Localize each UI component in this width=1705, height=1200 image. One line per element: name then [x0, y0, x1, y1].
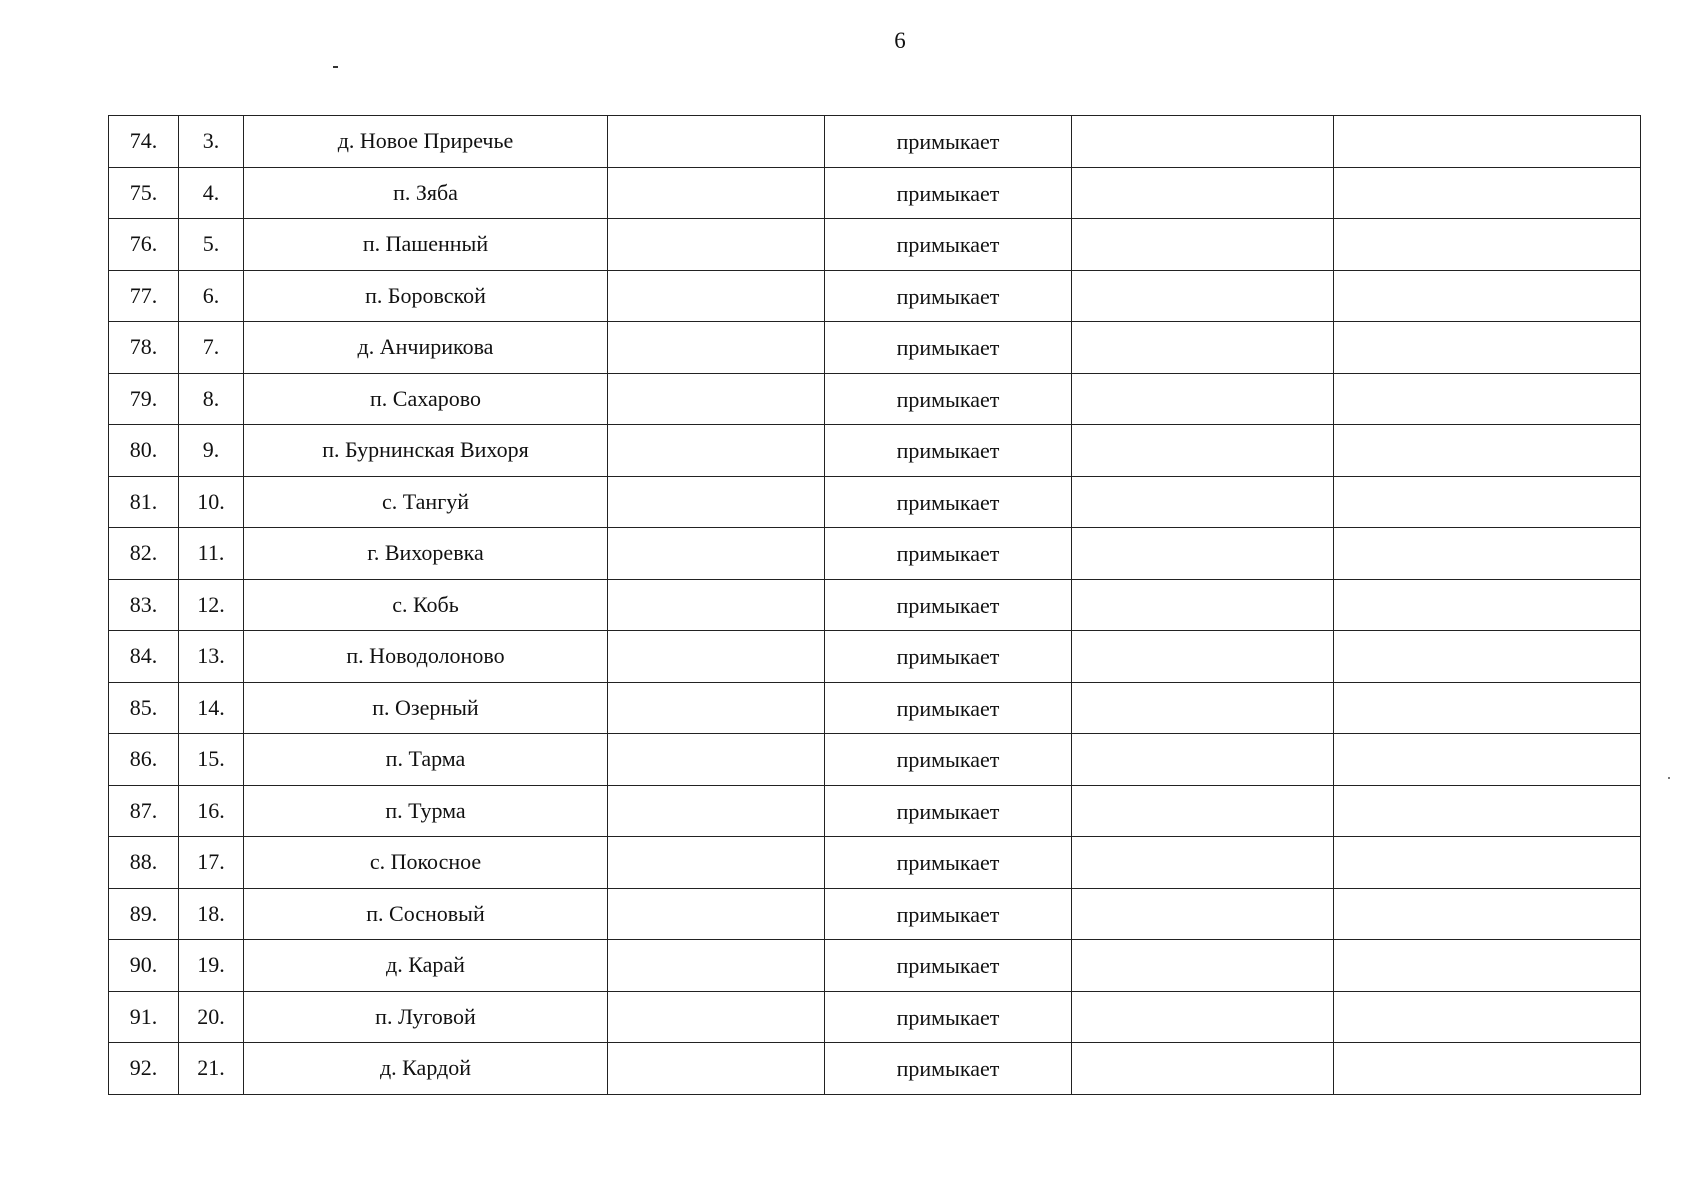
table-row	[109, 631, 1641, 683]
table-row	[109, 270, 1641, 322]
sub-number-cell: 20.	[179, 991, 244, 1043]
sub-number-cell: 15.	[179, 734, 244, 786]
row-number-cell: 75.	[109, 167, 179, 219]
empty-cell	[1072, 528, 1334, 580]
status-cell: примыкает	[825, 425, 1072, 477]
empty-cell	[1334, 116, 1641, 168]
settlement-name-cell: п. Озерный	[244, 682, 608, 734]
row-number-cell: 82.	[109, 528, 179, 580]
table-row	[109, 785, 1641, 837]
row-number-cell: 79.	[109, 373, 179, 425]
settlement-name-cell: с. Покосное	[244, 837, 608, 889]
empty-cell	[1334, 1043, 1641, 1095]
empty-cell	[1334, 322, 1641, 374]
sub-number-cell: 6.	[179, 270, 244, 322]
scan-dot	[1668, 777, 1670, 779]
empty-cell	[1334, 373, 1641, 425]
row-number-cell: 76.	[109, 219, 179, 271]
scan-mark	[333, 66, 338, 68]
empty-cell	[1072, 219, 1334, 271]
empty-cell	[1072, 888, 1334, 940]
status-cell: примыкает	[825, 991, 1072, 1043]
sub-number-cell: 19.	[179, 940, 244, 992]
table-row	[109, 116, 1641, 168]
table-row	[109, 219, 1641, 271]
row-number-cell: 90.	[109, 940, 179, 992]
table-row	[109, 528, 1641, 580]
empty-cell	[1334, 940, 1641, 992]
empty-cell	[1334, 270, 1641, 322]
empty-cell	[1072, 579, 1334, 631]
row-number-cell: 91.	[109, 991, 179, 1043]
empty-cell	[608, 785, 825, 837]
status-cell: примыкает	[825, 631, 1072, 683]
row-number-cell: 81.	[109, 476, 179, 528]
status-cell: примыкает	[825, 270, 1072, 322]
settlement-name-cell: с. Тангуй	[244, 476, 608, 528]
table-body	[109, 116, 1641, 1095]
status-cell: примыкает	[825, 373, 1072, 425]
sub-number-cell: 3.	[179, 116, 244, 168]
sub-number-cell: 16.	[179, 785, 244, 837]
empty-cell	[1072, 425, 1334, 477]
table-row	[109, 837, 1641, 889]
empty-cell	[1334, 991, 1641, 1043]
row-number-cell: 87.	[109, 785, 179, 837]
settlement-name-cell: д. Карай	[244, 940, 608, 992]
empty-cell	[608, 322, 825, 374]
table-row	[109, 167, 1641, 219]
sub-number-cell: 14.	[179, 682, 244, 734]
empty-cell	[608, 373, 825, 425]
empty-cell	[1072, 940, 1334, 992]
empty-cell	[1334, 631, 1641, 683]
empty-cell	[608, 476, 825, 528]
empty-cell	[608, 116, 825, 168]
empty-cell	[1334, 219, 1641, 271]
status-cell: примыкает	[825, 219, 1072, 271]
sub-number-cell: 10.	[179, 476, 244, 528]
empty-cell	[1334, 476, 1641, 528]
settlement-name-cell: д. Анчирикова	[244, 322, 608, 374]
sub-number-cell: 17.	[179, 837, 244, 889]
empty-cell	[1072, 1043, 1334, 1095]
settlement-name-cell: п. Сахарово	[244, 373, 608, 425]
empty-cell	[1072, 373, 1334, 425]
table-row	[109, 373, 1641, 425]
empty-cell	[608, 425, 825, 477]
empty-cell	[1072, 322, 1334, 374]
settlement-name-cell: с. Кобь	[244, 579, 608, 631]
row-number-cell: 84.	[109, 631, 179, 683]
empty-cell	[608, 682, 825, 734]
table-row	[109, 476, 1641, 528]
empty-cell	[608, 888, 825, 940]
empty-cell	[1334, 528, 1641, 580]
sub-number-cell: 7.	[179, 322, 244, 374]
row-number-cell: 89.	[109, 888, 179, 940]
empty-cell	[1072, 270, 1334, 322]
empty-cell	[1072, 785, 1334, 837]
status-cell: примыкает	[825, 785, 1072, 837]
sub-number-cell: 13.	[179, 631, 244, 683]
status-cell: примыкает	[825, 167, 1072, 219]
page-number: 6	[894, 28, 906, 53]
settlement-name-cell: п. Турма	[244, 785, 608, 837]
empty-cell	[1072, 837, 1334, 889]
row-number-cell: 80.	[109, 425, 179, 477]
empty-cell	[1334, 734, 1641, 786]
empty-cell	[608, 631, 825, 683]
settlement-name-cell: д. Новое Приречье	[244, 116, 608, 168]
settlement-name-cell: г. Вихоревка	[244, 528, 608, 580]
status-cell: примыкает	[825, 322, 1072, 374]
empty-cell	[1072, 631, 1334, 683]
empty-cell	[1334, 682, 1641, 734]
sub-number-cell: 11.	[179, 528, 244, 580]
table-row	[109, 734, 1641, 786]
settlement-name-cell: п. Сосновый	[244, 888, 608, 940]
status-cell: примыкает	[825, 837, 1072, 889]
row-number-cell: 78.	[109, 322, 179, 374]
table-row	[109, 991, 1641, 1043]
sub-number-cell: 12.	[179, 579, 244, 631]
empty-cell	[1072, 734, 1334, 786]
empty-cell	[608, 579, 825, 631]
table-row	[109, 425, 1641, 477]
empty-cell	[608, 270, 825, 322]
settlement-name-cell: п. Новодолоново	[244, 631, 608, 683]
settlement-name-cell: п. Зяба	[244, 167, 608, 219]
sub-number-cell: 9.	[179, 425, 244, 477]
status-cell: примыкает	[825, 116, 1072, 168]
table-row	[109, 940, 1641, 992]
status-cell: примыкает	[825, 888, 1072, 940]
table-row	[109, 888, 1641, 940]
status-cell: примыкает	[825, 528, 1072, 580]
empty-cell	[608, 734, 825, 786]
status-cell: примыкает	[825, 579, 1072, 631]
row-number-cell: 86.	[109, 734, 179, 786]
empty-cell	[1334, 167, 1641, 219]
table-row	[109, 579, 1641, 631]
empty-cell	[1072, 167, 1334, 219]
empty-cell	[1072, 991, 1334, 1043]
empty-cell	[1072, 476, 1334, 528]
table-row	[109, 322, 1641, 374]
empty-cell	[1072, 116, 1334, 168]
empty-cell	[1334, 579, 1641, 631]
empty-cell	[1334, 425, 1641, 477]
status-cell: примыкает	[825, 734, 1072, 786]
status-cell: примыкает	[825, 1043, 1072, 1095]
empty-cell	[1334, 785, 1641, 837]
settlement-name-cell: п. Луговой	[244, 991, 608, 1043]
sub-number-cell: 5.	[179, 219, 244, 271]
sub-number-cell: 4.	[179, 167, 244, 219]
sub-number-cell: 18.	[179, 888, 244, 940]
row-number-cell: 83.	[109, 579, 179, 631]
status-cell: примыкает	[825, 476, 1072, 528]
row-number-cell: 74.	[109, 116, 179, 168]
empty-cell	[1334, 837, 1641, 889]
empty-cell	[608, 528, 825, 580]
empty-cell	[608, 991, 825, 1043]
empty-cell	[608, 167, 825, 219]
empty-cell	[1072, 682, 1334, 734]
empty-cell	[608, 219, 825, 271]
settlement-name-cell: п. Бурнинская Вихоря	[244, 425, 608, 477]
empty-cell	[608, 837, 825, 889]
empty-cell	[608, 1043, 825, 1095]
row-number-cell: 88.	[109, 837, 179, 889]
empty-cell	[608, 940, 825, 992]
row-number-cell: 85.	[109, 682, 179, 734]
settlement-name-cell: п. Боровской	[244, 270, 608, 322]
table-row	[109, 1043, 1641, 1095]
sub-number-cell: 8.	[179, 373, 244, 425]
settlements-table	[108, 115, 1641, 1095]
row-number-cell: 92.	[109, 1043, 179, 1095]
settlement-name-cell: п. Пашенный	[244, 219, 608, 271]
status-cell: примыкает	[825, 682, 1072, 734]
table-row	[109, 682, 1641, 734]
settlement-name-cell: д. Кардой	[244, 1043, 608, 1095]
row-number-cell: 77.	[109, 270, 179, 322]
status-cell: примыкает	[825, 940, 1072, 992]
sub-number-cell: 21.	[179, 1043, 244, 1095]
empty-cell	[1334, 888, 1641, 940]
settlement-name-cell: п. Тарма	[244, 734, 608, 786]
